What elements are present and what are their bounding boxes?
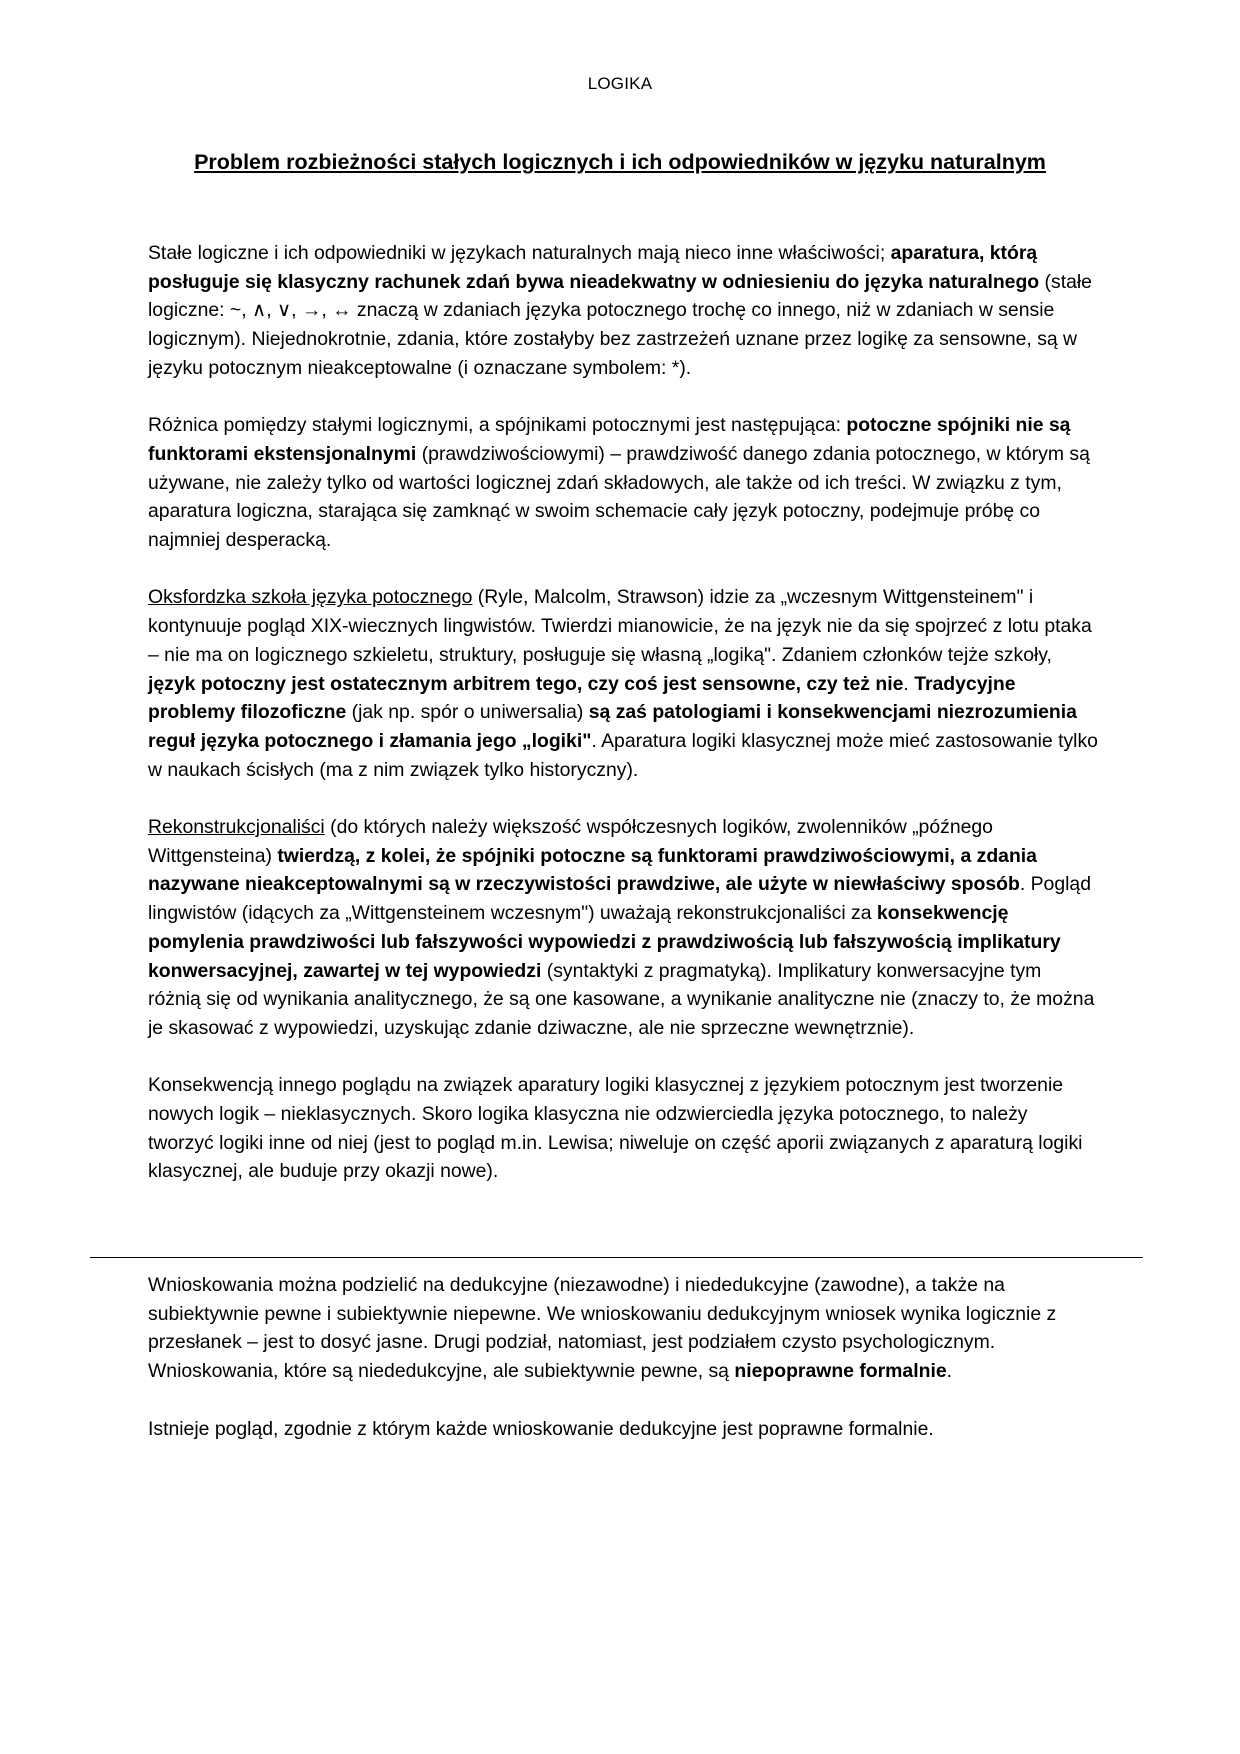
p3-text-h: . Aparatura logiki klasycznej może mieć zastosowanie tylko w naukach ścisłych (ma z nim związek tylko historyczny). <box>148 729 1098 781</box>
page-title: Problem rozbieżności stałych logicznych i ich odpowiedników w języku naturalnym <box>194 150 1046 174</box>
p4-text-b: (do których należy większość współczesnych logików, zwolenników „późnego Wittgensteina) <box>148 816 993 867</box>
section-main <box>148 239 1098 1186</box>
p4-bold-c: twierdzą, z kolei, że spójniki potoczne są funktorami prawdziwościowymi, a zdania nazywane nieakceptowalnymi są w rzeczywistości prawdziwe, ale użyte w niewłaściwy sposób <box>148 844 1037 896</box>
p1-text-a: Stałe logiczne i ich odpowiedniki w językach naturalnych mają nieco inne właściwości; <box>148 242 891 264</box>
section-inference <box>148 1271 1098 1443</box>
paragraph-3 <box>148 583 1098 784</box>
p6-bold: niepoprawne formalnie <box>734 1360 947 1383</box>
p2-text-c: (prawdziwościowymi) – prawdziwość danego zdania potocznego, w którym są używane, nie zależy tylko od wartości logicznej zdań składowych, ale także od ich treści. W związku z tym, aparatura logiczna, starająca się zamknąć w swoim schemacie cały język potoczny, podejmuje próbę co najmniej desperacką. <box>148 442 1090 552</box>
p3-bold-g: są zaś patologiami i konsekwencjami niezrozumienia reguł języka potocznego i złamania jego „logiki" <box>148 701 1077 752</box>
horizontal-divider <box>90 1257 1143 1258</box>
p6-text-c: . <box>946 1360 953 1383</box>
p4-text-d: . Pogląd lingwistów (idących za „Wittgensteinem wczesnym") uważają rekonstrukcjonaliści za <box>148 873 1091 925</box>
paragraph-7: Istnieje pogląd, zgodnie z którym każde wnioskowanie dedukcyjne jest poprawne formalnie. <box>148 1417 934 1440</box>
p3-underlined-term: Oksfordzka szkoła języka potocznego <box>148 586 473 609</box>
paragraph-2 <box>148 411 1098 555</box>
page-header: LOGIKA <box>587 74 653 93</box>
paragraph-6 <box>148 1271 1098 1386</box>
p3-text-b: (Ryle, Malcolm, Strawson) idzie za „wczesnym Wittgensteinem" i kontynuuje pogląd XIX-wiecznych lingwistów. Twierdzi mianowicie, że na język nie da się spojrzeć z lotu ptaka – nie ma on logicznego szkieletu, struktury, posługuje się własną „logiką". Zdaniem członków tejże szkoły, <box>148 586 1092 666</box>
p4-text-f: (syntaktyki z pragmatyką). Implikatury konwersacyjne tym różnią się od wynikania analitycznego, że są one kasowane, a wynikanie analityczne nie (znaczy to, że można je skasować z wypowiedzi, uzyskując zdanie dziwaczne, ale nie sprzeczne wewnętrznie). <box>148 959 1095 1039</box>
p4-bold-e: konsekwencję pomylenia prawdziwości lub fałszywości wypowiedzi z prawdziwością lub fałszywością implikatury konwersacyjnej, zawartej w tej wypowiedzi <box>148 902 1061 982</box>
p3-bold-e: Tradycyjne problemy filozoficzne <box>148 672 1016 724</box>
p2-bold: potoczne spójniki nie są funktorami ekstensjonalnymi <box>148 414 1071 465</box>
p4-underlined-term: Rekonstrukcjonaliści <box>148 816 325 839</box>
paragraph-5: Konsekwencją innego poglądu na związek aparatury logiki klasycznej z językiem potocznym jest tworzenie nowych logik – nieklasycznych. Skoro logika klasyczna nie odzwierciedla języka potocznego, to należy tworzyć logiki inne od niej (jest to pogląd m.in. Lewisa; niweluje on część aporii związanych z aparaturą logiki klasycznej, ale buduje przy okazji nowe). <box>148 1074 1083 1183</box>
paragraph-1 <box>148 239 1098 383</box>
p3-text-d: . <box>903 672 915 695</box>
p3-bold-c: język potoczny jest ostatecznym arbitrem tego, czy coś jest sensowne, czy też nie <box>148 672 904 695</box>
p6-text-a: Wnioskowania można podzielić na dedukcyjne (niezawodne) i niededukcyjne (zawodne), a także na subiektywnie pewne i subiektywnie niepewne. We wnioskowaniu dedukcyjnym wniosek wynika logicznie z przesłanek – jest to dosyć jasne. Drugi podział, natomiast, jest podziałem czysto psychologicznym. Wnioskowania, które są niededukcyjne, ale subiektywnie pewne, są <box>148 1274 1057 1383</box>
p1-bold: aparatura, którą posługuje się klasyczny rachunek zdań bywa nieadekwatny w odniesieniu do języka naturalnego <box>148 242 1040 293</box>
p3-text-f: (jak np. spór o uniwersalia) <box>346 701 589 724</box>
paragraph-4 <box>148 813 1098 1043</box>
p1-text-c: (stałe logiczne: ~, ∧, ∨, →, ↔ znaczą w zdaniach języka potocznego trochę co innego, niż w zdaniach w sensie logicznym). Niejednokrotnie, zdania, które zostałyby bez zastrzeżeń uznane przez logikę za sensowne, są w języku potocznym nieakceptowalne (i oznaczane symbolem: *). <box>148 270 1092 379</box>
p2-text-a: Różnica pomiędzy stałymi logicznymi, a spójnikami potocznymi jest następująca: <box>148 414 847 437</box>
